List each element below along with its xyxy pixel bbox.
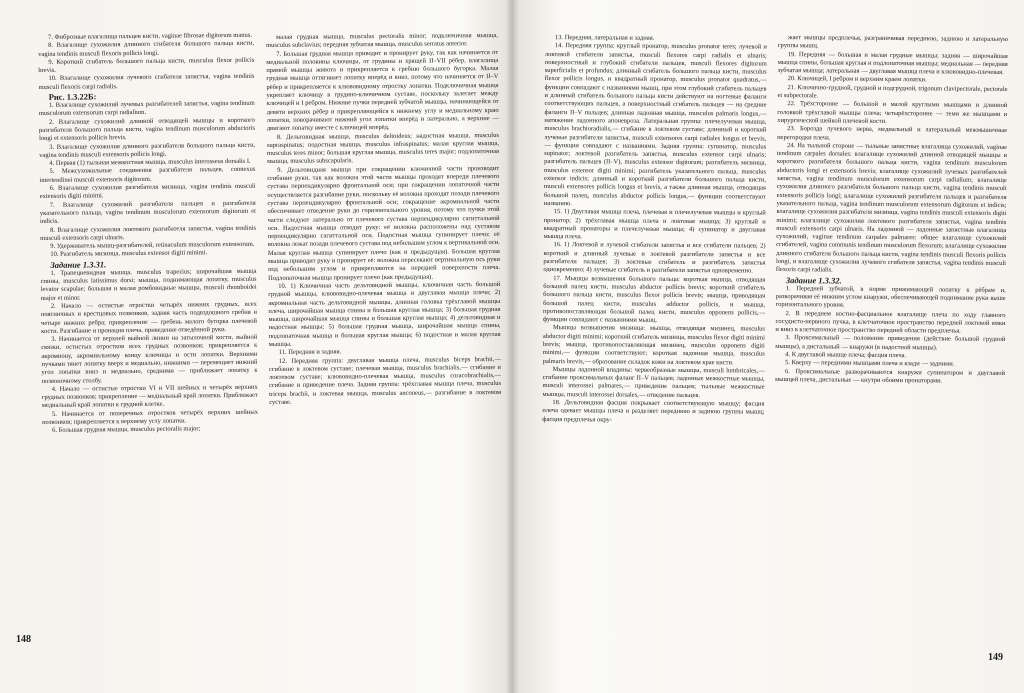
left-page-column-2: [266, 32, 503, 656]
paragraph: 3. Начинается от верхней выйной линии на затылочной кости, выйной связки, остистых отростков всех грудных позвонков; прикрепляется к акромиону, акромиальному концу ключицы и ости лопатки. Верхними пучками тянет лопатку вверх и медиально, нижними — перемещает нижний угол лопатки вниз и медиально, средними — приближает лопатку к позвоночному столбу.: [41, 333, 258, 385]
paragraph: 1. Передней зубчатой, в норме прижимающей лопатку к рёбрам и, разворачивая её нижним углом кнаружи, обеспечивающей поднимание руки выше горизонтального уровня.: [775, 284, 1006, 309]
paragraph: жает мышцы предплечья, разграничивая переднюю, заднюю и латеральную группы мышц.: [777, 34, 1008, 50]
paragraph: 2. Начало — остистые отростки четырёх нижних грудных, всех поясничных и крестцовых позвонков, задняя часть подвздошного гребня и четыре нижних ребра; прикрепление — гребень малого бугорка плечевой кости. Разгибание и пронация плеча, приведение отведённой руки.: [40, 300, 258, 335]
paragraph: 5. Межсухожильные соединения разгибателя пальцев, connexus intertendinei musculi extensoris digitorum.: [39, 166, 256, 184]
paragraph: 9. Дельтовидная мышца при сокращении ключичной части производит сгибание руки, так как волокна этой части мышцы проходят впереди плечевого сустава перпендикулярно фронтальной оси; при сокращении лопаточной части осуществляется разгибание руки, поскольку её волокна проходят позади плечевого сустава перпендикулярно фронтальной оси; сокращение акромиальной части обеспечивает отведение руки до горизонтального уровня, потому что пучки этой части следуют латерально от плечевого сустава перпендикулярно сагиттальной оси. Надостная мышца отводит руку: её волокна расположены над суставом перпендикулярно сагиттальной оси. Подостная мышца супинирует плечо: её волокна лежат позади плечевого сустава под небольшим углом к вертикальной оси. Малая круглая мышца супинирует плечо (как и предыдущая). Большая круглая мышца приводит руку и пронирует её: волокна пересекают вертикальную ось руки под небольшим углом и прикрепляются на передней поверхности плеча. Подлопаточная мышца пронирует плечо (как предыдущая).: [267, 164, 501, 282]
paragraph: 5. Начинается от поперечных отростков четырёх верхних шейных позвонков; прикрепляется к верхнему углу лопатки.: [42, 408, 259, 427]
paragraph: 10. Разгибатель мизинца, musculus extensor digiti minimi.: [50, 249, 208, 259]
task-heading: Задание 1.3.32.: [785, 274, 842, 286]
paragraph: 23. Борозда лучевого нерва, медиальный и латеральный межмышечные перегородки плеча.: [777, 125, 1008, 142]
paragraph: 5. Кверху — передними мышцами плеча и кзади — задними.: [785, 359, 955, 368]
paragraph: 1. Трапециевидная мышца, musculus trapezius; широчайшая мышца спины, musculus latissimus dorsi; мышца, поднимающая лопатку, musculus levator scapulae; большая и малая ромбовидные мышцы, musculi rhomboidei major et minor.: [40, 267, 257, 302]
paragraph: 6. Влагалище сухожилия разгибателя мизинца, vagina tendinis musculi extensoris digiti minimi.: [39, 182, 256, 201]
right-page: [512, 0, 1024, 693]
paragraph: 17. Мышцы возвышения большого пальца: короткая мышца, отводящая большой палец кисти, musculus abductor pollicis brevis; короткий сгибатель большого пальца кисти, musculus flexor pollicis brevis; мышца, приводящая большой палец кисти, musculus adductor pollicis, и мышца, противопоставляющая большой палец кисти, musculus opponens pollicis,— функции совпадают с названиями мышц.: [542, 274, 766, 324]
paragraph: 8. Дельтовидная мышца, musculus deltoideus; надостная мышца, musculus supraspinatus; подостная мышца, musculus infraspinatus; малая круглая мышца, musculus teres minor; большая круглая мышца, musculus teres major; подлопаточная мышца, musculus subscapularis.: [266, 131, 500, 166]
paragraph: 21. Ключично-грудной, грудной и подгрудной, trigonum clavipectorale, pectorale et subpectorale.: [777, 83, 1008, 100]
paragraph: 1. Влагалище сухожилий лучевых разгибателей запястья, vagina tendinum musculorum extensorum carpi radialium.: [38, 99, 255, 118]
paragraph: 13. Передняя, латеральная и задняя.: [554, 34, 655, 42]
paragraph: 16. 1) Локтевой и лучевой сгибатели запястья и все сгибатели пальцев; 2) короткий и длинный лучевые и локтевой разгибатели запястья и все разгибатели пальцев; 3) локтевые сгибатель и разгибатель запястья одновременно; 4) лучевые сгибатель и разгибатели запястья одновременно.: [543, 241, 766, 275]
paragraph: 3. Проксимальный — положение приведения (действие большой грудной мышцы), а дистальный — кнаружи (в надостной мышцы).: [775, 334, 1006, 352]
paragraph: Мышцы ладонной впадины: червеобразные мышцы, musculi lumbricales,— сгибание проксимальных фаланг II–V пальцев; ладонные межкостные мышцы, musculi interossei palmares,— приведение пальцев; тыльные межкостные мышцы, musculi interossei dorsales,— отведение пальцев.: [542, 365, 765, 399]
paragraph: 4. К двуглавой мышце плеча; фасция плеча.: [785, 351, 907, 360]
paragraph: 11. Передняя и задняя.: [278, 348, 342, 357]
paragraph: 8. Влагалище сухожилия длинного сгибателя большого пальца кисти, vagina tendinis musculi flexoris pollicis longi.: [38, 40, 255, 58]
right-page-number: 149: [988, 652, 1003, 663]
paragraph: 9. Удерживатель мышц-разгибателей, retinaculum musculorum extensorum.: [50, 240, 255, 251]
paragraph: малая грудная мышца, musculus pectoralis minor; подключичная мышца, musculus subclavius; передняя зубчатая мышца, musculus serratus anterior.: [266, 31, 499, 50]
paragraph: 2. Влагалище сухожилий длинной отводящей мышцы и короткого разгибателя большого пальца кисти, vagina tendinum musculorum abductoris longi et extensoris pollicis brevis.: [38, 116, 256, 143]
paragraph: 24. На тыльной стороне — тыльные запястные влагалища сухожилий, vaginae tendinum carpales dorsales: влагалище сухожилий длинной отводящей мышцы и короткого разгибателя большого пальца кисти, vagina tendinum musculorum abductoris longi et extensoris brevis; влагалище сухожилий лучевых разгибателей запястья, vagina tendinum musculorum extensorum carpi radialium; влагалище сухожилия длинного разгибателя большого пальца кисти, vagina tendinis musculi extensoris pollicis longi; влагалище сухожилий разгибателя пальцев и разгибателя указательного пальца, vagina tendinum musculorum extensorum digitorum et indicis; влагалище сухожилия разгибателя мизинца, vagina tendinis musculi extensoris digiti minimi; влагалище сухожилия локтевого разгибателя запястья, vagina tendinis musculi extensoris carpi ulnaris. На ладонной — ладонные запястные влагалища сухожилий, vaginae tendinum carpales palmares: общее влагалище сухожилий сгибателей, vagina communis tendinum musculorum flexorum; влагалище сухожилия длинного сгибателя большого пальца кисти, vagina tendinis musculi flexoris pollicis longi, и влагалище сухожилия лучевого сгибателя запястья, vagina tendinis musculi flexoris carpi radialis.: [775, 141, 1008, 274]
left-page-number: 148: [16, 634, 31, 645]
paragraph: 8. Влагалище сухожилия локтевого разгибателя запястья, vagina tendinis musculi extensoris carpi ulnaris.: [40, 224, 257, 242]
paragraph: 6. Большая грудная мышца, musculus pectoralis major;: [52, 425, 201, 435]
paragraph: 18. Дельтовидная фасция покрывает соответствующую мышцу; фасция плеча одевает мышцы плеча и разделяет переднюю и заднюю группы мышц; фасция предплечья окру-: [542, 399, 765, 424]
task-heading: Задание 1.3.31.: [50, 259, 107, 270]
book-gutter: [505, 0, 519, 693]
paragraph: 7. Большая грудная мышца приводит и пронирует руку, так как начинается от медиальной половины ключицы, от грудины и хрящей II–VII рёбер, влагалища прямой мышцы живота и прикрепляется к гребню большого бугорка. Малая грудная мышца оттягивает лопатку вперёд и вниз, потому что начинается от II–V рёбер и прикрепляется к клювовидному отростку лопатки. Подключичная мышца укрепляет ключицу в грудино-ключичном суставе, поскольку залегает между ключицей и I ребром. Нижние пучки передней зубчатой мышцы, начинающейся от девяти верхних рёбер и прикрепляющейся к нижнему углу и медиальному краю лопатки, поворачивают нижний угол лопатки вперёд и латерально, а верхние — двигают лопатку вместе с ключицей вперёд.: [266, 48, 499, 133]
paragraph: 6. Проксимальные разворачиваются кнаружи супинатором и двуглавой мышцей плеча, дистальные — кнутри обоими пронаторами.: [774, 367, 1006, 385]
paragraph: 14. Передняя группа: круглый пронатор, musculus pronator teres; лучевой и локтевой сгибатели запястья, musculi flexores carpi radialis et ulnaris; поверхностный и глубокий сгибатели пальцев, musculi flexores digitorum superficialis et profundus; длинный сгибатель большого пальца кисти, musculus flexor pollicis longus, и квадратный пронатор, musculus pronator quadratus,— функции совпадают с названиями мышц, при этом глубокий сгибатель пальцев и длинный сгибатель большого пальца кисти действуют на ногтевые фаланги соответствующих пальцев, а поверхностный сгибатель пальцев — на средние фаланги II–V пальцев; длинная ладонная мышца, musculus palmaris longus,— натяжение ладонного апоневроза. Латеральная группа: плечелучевая мышца, musculus brachioradialis,— сгибание в локтевом суставе; длинный и короткий лучевые разгибатели запястья, musculi extensores carpi radiales longus et brevis,— функции совпадают с названиями. Задняя группа: супинатор, musculus supinator; локтевой разгибатель запястья, musculus extensor carpi ulnaris; разгибатель пальцев (II–V), musculus extensor digitorum; разгибатель мизинца, musculus extensor digiti minimi; разгибатель указательного пальца, musculus extensor indicis; длинный и короткий разгибатели большого пальца кисти, musculi extensores pollicis longus et brevis, а также длинная мышца, отводящая большой палец, musculus abductor pollicis longus,— функции соответствуют названию.: [543, 42, 767, 208]
paragraph: 9. Короткий сгибатель большого пальца кисти, musculus flexor pollicis brevis.: [38, 56, 255, 75]
paragraph: 4. Начало — остистые отростки VI и VII шейных и четырёх верхних грудных позвонков; прикрепление — медиальный край лопатки. Приближает медиальный край лопатки к грудной клетке.: [41, 383, 258, 410]
paragraph: Мышцы возвышения мизинца: мышца, отводящая мизинец, musculus abductor digiti minimi; короткий сгибатель мизинца, musculus flexor digiti minimi brevis; мышца, противопоставляющая мизинец, musculus opponens digiti minimi,— функции соответствуют; короткая ладонная мышца, musculus palmaris brevis,— образование складок кожи на локтевом крае кисти.: [542, 324, 765, 366]
paragraph: 10. 1) Ключичная часть дельтовидной мышцы, ключичная часть большой грудной мышцы, клювовидно-плечевая мышца и двуглавая мышца плеча; 2) акромиальная часть дельтовидной мышцы, длинная головка трёхглавой мышцы плеча, широчайшая мышца спины и большая круглая мышца; 3) большая грудная мышца, широчайшая мышца спины и большая круглая мышца; 4) дельтовидная и надостная мышцы; 5) большая грудная мышца, широчайшая мышца спины, подлопаточная мышца и большая круглая мышца; 6) подостная и малая круглая мышцы.: [268, 280, 501, 348]
section-heading: Рис. 1.3.22Б:: [48, 91, 97, 102]
paragraph: 10. Влагалище сухожилия лучевого сгибателя запястья, vagina tendinis musculi flexoris carpi radialis.: [38, 73, 255, 91]
paragraph: 3. Влагалище сухожилия длинного разгибателя большого пальца кисти, vagina tendinis musculi extensoris pollicis longi.: [39, 141, 256, 159]
paragraph: 12. Передняя группа: двуглавая мышца плеча, musculus biceps brachii,— сгибание в локтевом суставе; плечевая мышца, musculus brachialis,— сгибание в локтевом суставе; клювовидно-плечевая мышца, musculus coracobrachialis,— сгибание и приведение плеча. Задняя группа: трёхглавая мышца плеча, musculus triceps brachii, и локтевая мышца, musculus anconeus,— разгибание в локтевом суставе.: [268, 355, 502, 407]
paragraph: 2. В переднем костно-фасциальное влагалище плеча по ходу главного сосудисто-нервного пучка, в клетчаточное пространство передней локтевой ямки и вниз в клетчаточное пространство передней области предплечья.: [775, 309, 1006, 335]
paragraph: 7. Фиброзные влагалища пальцев кисти, vaginae fibrosae digitorum manus.: [47, 31, 252, 41]
paragraph: 22. Трёхсторонне — большой и малой круглыми мышцами и длинной головкой трёхглавой мышцы плеча; четырёхсторонне — теми же мышцами и хирургической шейкой плечевой кости.: [777, 100, 1008, 125]
paragraph: 4. Первая (1) тыльная межкостная мышца, musculus interosseus dorsalis I.: [49, 157, 251, 168]
right-page-column-2: [773, 34, 1008, 636]
paragraph: 7. Влагалище сухожилий разгибателя пальцев и разгибателя указательного пальца, vagina tendinum musculorum extensorum digitorum et indicis.: [39, 199, 256, 226]
paragraph: 15. 1) Двуглавая мышца плеча, плечевая и плечелучевая мышцы и круглый пронатор; 2) трёхглавая мышца плеча и локтевая мышца; 3) круглый и квадратный пронаторы и плечелучевая мышца; 4) супинатор и двуглавая мышца плеча.: [543, 208, 766, 241]
paragraph: 19. Передняя — большая и малая грудные мышцы; задняя — широчайшая мышца спины, большая круглая и подлопаточная мышцы; медиальная — передняя зубчатая мышца; латеральная — двуглавая мышца плеча и клювовидно-плечевая.: [777, 50, 1008, 77]
paragraph: 20. Ключицей, I ребром и верхним краем лопатки.: [787, 75, 927, 84]
left-page-column-1: [38, 32, 260, 644]
right-page-column-1: [541, 34, 767, 654]
